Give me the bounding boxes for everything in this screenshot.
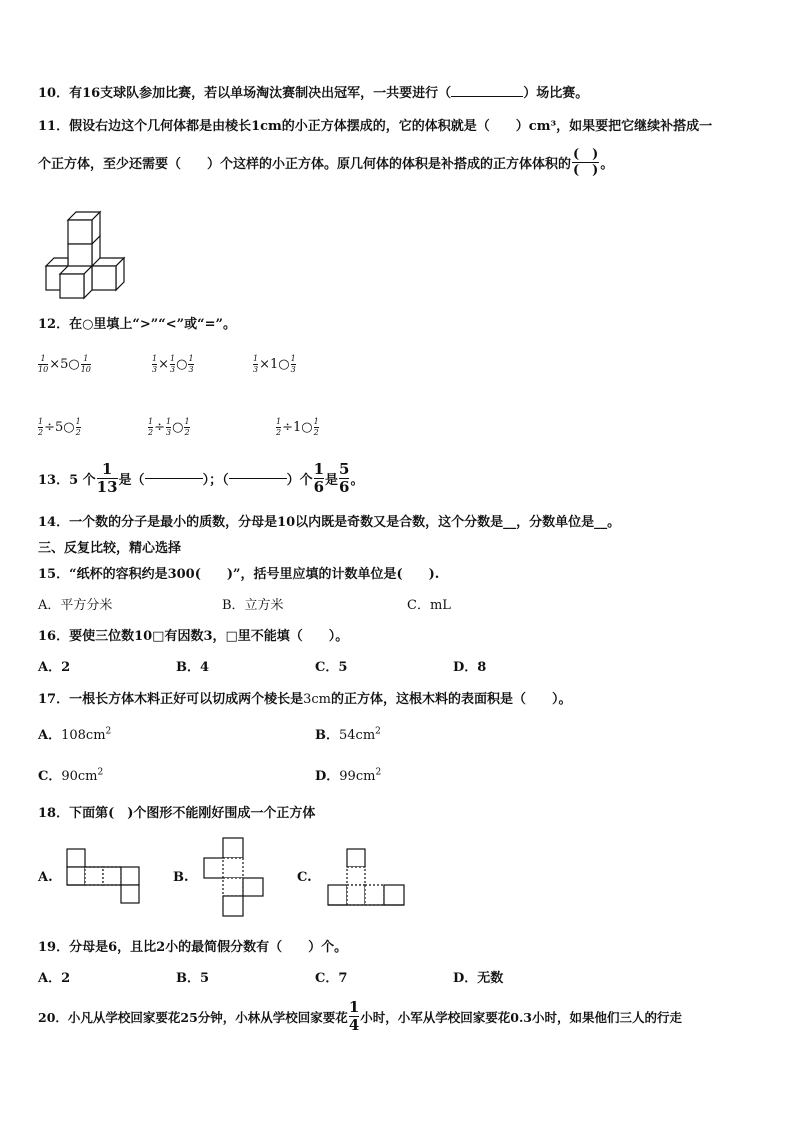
fraction-5-6: $\frac{5}{6}$ — [339, 460, 350, 496]
question-text: 要使三位数10□有因数3，□里不能填（ ）。 — [69, 629, 349, 644]
compare-item-1[interactable]: $\frac{1}{10}$ ×5○ $\frac{1}{10}$ — [38, 354, 91, 374]
question-number: 16． — [38, 629, 70, 644]
option-b[interactable]: B．$54cm^2$ — [315, 726, 381, 743]
question-number: 15． — [38, 567, 70, 582]
question-number: 11． — [38, 119, 70, 134]
option-c[interactable]: C．7 — [315, 971, 348, 986]
question-number: 10． — [38, 86, 70, 101]
option-a[interactable]: A．2 — [38, 660, 71, 675]
question-16 — [38, 625, 348, 644]
cube-net-b[interactable] — [203, 837, 265, 917]
question-tail: ）场比赛。 — [523, 86, 589, 101]
answer-blank-2[interactable] — [229, 478, 287, 479]
question-text-line2: 个正方体，至少还需要（ ）个这样的小正方体。原几何体的体积是补搭成的正方体体积的 — [38, 157, 572, 172]
option-d[interactable]: D．$99cm^2$ — [315, 767, 382, 784]
question-number: 14． — [38, 515, 70, 530]
edge-length-value: 3cm — [303, 692, 331, 707]
compare-item-2[interactable]: $\frac{1}{3}$ × $\frac{1}{3}$ ○ $\frac{1}{3}$ — [152, 354, 194, 374]
question-15 — [38, 563, 439, 582]
fraction-answer-blank[interactable]: $\frac{( )}{( )}$ — [573, 147, 599, 178]
option-b[interactable]: B．立方米 — [222, 598, 284, 613]
question-number: 13． — [38, 473, 70, 488]
option-a[interactable]: A．$108cm^2$ — [38, 726, 112, 743]
question-number: 20． — [38, 1009, 68, 1025]
question-text-line1: 假设右边这个几何体都是由棱长1cm的小正方体摆成的，它的体积就是（ ）cm³，如果要把它继续补搭成一 — [69, 119, 713, 134]
option-d[interactable]: D．8 — [453, 660, 487, 675]
question-number: 12． — [38, 317, 70, 332]
question-18 — [38, 802, 315, 821]
question-text: “纸杯的容积约是300( )”，括号里应填的计数单位是( ). — [69, 567, 440, 582]
option-a[interactable]: A．2 — [38, 971, 71, 986]
compare-item-4[interactable]: $\frac{1}{2}$ ÷5○ $\frac{1}{2}$ — [38, 417, 81, 437]
option-c[interactable]: C．5 — [315, 660, 348, 675]
question-20: 20． 小凡从学校回家要花25分钟，小林从学校回家要花 $\frac{1}{4}$ 小时，小军从学校回家要花0.3小时，如果他们三人的行走 — [38, 998, 682, 1034]
question-number: 19． — [38, 940, 70, 955]
section-heading: 三、反复比较，精心选择 — [38, 541, 182, 556]
option-b-label[interactable]: B. — [173, 870, 189, 885]
answer-blank-1[interactable] — [145, 478, 203, 479]
cube-net-a[interactable] — [66, 848, 142, 904]
question-text: 分母是6，且比2小的最简假分数有（ ）个。 — [69, 940, 348, 955]
fraction-1-13: $\frac{1}{13}$ — [96, 460, 118, 496]
question-text: 有16支球队参加比赛，若以单场淘汰赛制决出冠军，一共要进行（ — [69, 86, 452, 101]
question-text: 在○里填上“>”“<”或“=”。 — [69, 317, 236, 332]
question-text: 一个数的分子是最小的质数，分母是10以内既是奇数又是合数，这个分数是__，分数单位是__。 — [69, 515, 621, 530]
question-11 — [38, 115, 712, 134]
question-number: 18． — [38, 806, 70, 821]
option-c[interactable]: C．$90cm^2$ — [38, 767, 104, 784]
question-text: 下面第( )个图形不能刚好围成一个正方体 — [69, 806, 316, 821]
question-number: 17． — [38, 692, 70, 707]
option-b[interactable]: B．4 — [176, 660, 210, 675]
option-c[interactable]: C．mL — [407, 598, 451, 613]
option-a[interactable]: A．平方分米 — [38, 598, 113, 613]
option-b[interactable]: B．5 — [176, 971, 210, 986]
answer-blank[interactable] — [451, 96, 523, 97]
question-11-line2: 个正方体，至少还需要（ ）个这样的小正方体。原几何体的体积是补搭成的正方体体积的 $\frac{( )}{( )}$ 。 — [38, 147, 614, 178]
compare-item-5[interactable]: $\frac{1}{2}$ ÷ $\frac{1}{3}$ ○ $\frac{1}{2}$ — [148, 417, 190, 437]
option-c-label[interactable]: C. — [297, 870, 312, 885]
question-10 — [38, 82, 588, 101]
option-d[interactable]: D．无数 — [453, 971, 504, 986]
question-13: 13． 5 个 $\frac{1}{13}$ 是（ ）；（ ）个 $\frac{1}{6}$ 是 $\frac{5}{6}$ 。 — [38, 460, 364, 496]
question-14 — [38, 511, 620, 530]
compare-item-6[interactable]: $\frac{1}{2}$ ÷1○ $\frac{1}{2}$ — [276, 417, 319, 437]
fraction-1-6: $\frac{1}{6}$ — [313, 460, 325, 496]
compare-item-3[interactable]: $\frac{1}{3}$ ×1○ $\frac{1}{3}$ — [253, 354, 296, 374]
option-a-label[interactable]: A. — [38, 870, 53, 885]
question-19 — [38, 936, 347, 955]
cube-net-c[interactable] — [327, 848, 407, 908]
fraction-1-4: $\frac{1}{4}$ — [348, 998, 360, 1034]
cube-stack-figure — [42, 208, 130, 302]
question-17: 17．一根长方体木料正好可以切成两个棱长是3cm的正方体，这根木料的表面积是（ ）。 — [38, 692, 572, 707]
question-12 — [38, 313, 236, 332]
